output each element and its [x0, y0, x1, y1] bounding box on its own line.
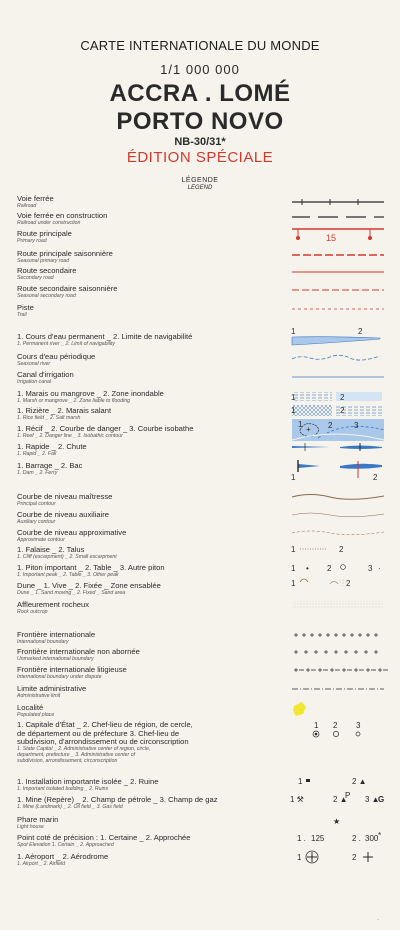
svg-text:1 .: 1 .	[297, 834, 306, 843]
marsh-symbol	[291, 392, 382, 402]
boundary-cross	[334, 633, 338, 637]
legend-item-mine: 1. Mine (Repère) _ 2. Champ de pétrole _ 3. Champ de gaz 1. Mine (Landmark) _ 2. Oil field _ 3. Gas field	[17, 795, 218, 810]
svg-text:3: 3	[368, 564, 373, 573]
legend-item-seasonal-river: Cours d'eau périodique Seasonal river	[17, 352, 96, 367]
svg-text:3 ▲: 3 ▲	[365, 795, 380, 804]
dune-symbol	[291, 578, 351, 588]
legend-item-international-boundary: Frontière internationale International boundary	[17, 630, 96, 645]
auxiliary-contour-symbol	[292, 513, 384, 517]
cliff-symbol	[291, 545, 344, 554]
approximate-contour-symbol	[292, 531, 384, 535]
boundary-cross	[344, 650, 348, 654]
legend-title-en: LEGEND	[187, 185, 213, 191]
map-scale: 1/1 000 000	[160, 62, 240, 77]
legend-item-airport: 1. Aéroport _ 2. Aérodrome 1. Airport _ 2. Airfield	[17, 852, 109, 867]
rapid-symbol	[292, 443, 382, 451]
legend-item-rice-field: 1. Rizière _ 2. Marais salant 1. Rice field _ 2. Salt marsh	[17, 406, 112, 421]
boundary-cross	[330, 668, 334, 672]
boundary-cross	[374, 650, 378, 654]
principal-contour-symbol	[292, 495, 384, 500]
svg-text:1: 1	[291, 473, 296, 482]
reef-symbol	[292, 419, 384, 441]
lighthouse-symbol: ★	[333, 817, 341, 826]
legend-item-cliff: 1. Falaise _ 2. Talus 1. Cliff (escarpment) _ 2. Small escarpment	[17, 545, 117, 560]
boundary-cross	[306, 668, 310, 672]
svg-text:1: 1	[298, 777, 303, 786]
boundary-cross	[334, 650, 338, 654]
svg-text:2: 2	[340, 406, 345, 415]
svg-text:1: 1	[297, 853, 302, 862]
boundary-cross	[378, 668, 382, 672]
svg-text:2: 2	[340, 393, 345, 402]
svg-text:*: *	[378, 831, 382, 840]
legend-item-auxiliary-contour: Courbe de niveau auxiliaire Auxiliary contour	[17, 510, 110, 525]
legend-item-marsh: 1. Marais ou mangrove _ 2. Zone inondable 1. Marsh or mangrove _ 2. Zone liable to flooding	[17, 389, 164, 404]
oil-field-letter: P	[345, 791, 351, 800]
road-number: 15	[326, 233, 337, 243]
legend-item-permanent-river: 1. Cours d'eau permanent _ 2. Limite de navigabilité 1. Permanent river _ 2. Limit of navigability	[17, 332, 193, 347]
airport-symbol	[297, 851, 373, 863]
page-dot: ·	[377, 917, 379, 923]
legend-item-dam: 1. Barrage _ 2. Bac 1. Dam _ 2. Ferry	[17, 461, 83, 476]
legend-item-railroad-construction: Voie ferrée en construction Railroad under construction	[17, 211, 108, 226]
legend-item-railroad: Voie ferrée Railroad	[17, 194, 54, 209]
boundary-cross	[294, 668, 298, 672]
railroad-symbol	[292, 199, 384, 205]
svg-text:·: ·	[378, 564, 381, 573]
spot-elevation-certain: 125	[311, 834, 325, 843]
boundary-cross	[354, 668, 358, 672]
svg-text:1 ⚒: 1 ⚒	[290, 795, 304, 804]
svg-text:2: 2	[358, 327, 363, 336]
svg-text:3: 3	[354, 421, 359, 430]
edition-label: ÉDITION SPÉCIALE	[126, 149, 274, 166]
boundary-cross	[350, 633, 354, 637]
legend-item-rock-outcrop: Affleurement rocheux Rock outcrop	[17, 600, 90, 615]
svg-text:1: 1	[298, 420, 303, 429]
svg-text:2 ▲: 2 ▲	[352, 777, 367, 786]
svg-text:2: 2	[373, 473, 378, 482]
seasonal-river-symbol	[292, 355, 380, 360]
isolated-building-symbol	[298, 777, 367, 786]
boundary-cross	[302, 633, 306, 637]
legend-item-primary-road: Route principale Primary road	[17, 229, 72, 244]
boundary-cross	[294, 633, 298, 637]
legend-item-trail: Piste Trail	[17, 303, 34, 318]
boundary-cross	[366, 668, 370, 672]
svg-text:1: 1	[291, 327, 296, 336]
rice-field-symbol	[291, 405, 382, 416]
peak-symbol	[291, 564, 381, 573]
international-boundary-symbol	[294, 633, 378, 637]
rock-outcrop-symbol	[292, 601, 384, 609]
spot-elevation-approx: 300	[365, 834, 379, 843]
legend-item-disputed-boundary: Frontière internationale litigieuse International boundary under dispute	[17, 665, 127, 680]
boundary-cross	[374, 633, 378, 637]
sheet-code: NB-30/31*	[174, 136, 226, 148]
legend-item-reef: 1. Récif _ 2. Courbe de danger _ 3. Courbe isobathe 1. Reef _ 2. Danger line _ 3. Isobathic contour	[17, 424, 194, 439]
svg-text:1: 1	[314, 721, 319, 730]
legend-item-rapid: 1. Rapide _ 2. Chute 1. Rapid _ 2. Fall	[17, 442, 87, 457]
legend-item-approximate-contour: Courbe de niveau approximative Approximate contour	[17, 528, 127, 543]
legend-item-peak: 1. Piton important _ 2. Table _ 3. Autre piton 1. Important peak _ 2. Table _ 3. Other peak	[17, 563, 165, 578]
legend-item-dune: Dune _ 1. Vive _ 2. Fixée _ Zone ensablée Dune _ 1. Sand moving _ 2. Fixed _ Sand area	[17, 581, 161, 596]
spot-elevation-symbol	[297, 831, 381, 843]
boundary-cross	[294, 650, 298, 654]
locality-symbol	[293, 702, 306, 716]
boundary-cross	[304, 650, 308, 654]
sheet-name-line1: ACCRA . LOMÉ	[109, 80, 291, 107]
legend-item-capitals: 1. Capitale d'État _ 2. Chef-lieu de région, de cercle, de département ou de préfecture 3. Chef-lieu de subdivision, d'arrondissement ou de circonscription 1. State Capital _ 2. Administrative center of region, circle, department, prefecture _ 3. Administrative center of subdivision, arrondissement, circonscription	[17, 720, 193, 765]
boundary-cross	[364, 650, 368, 654]
legend-item-isolated-building: 1. Installation importante isolée _ 2. Ruine 1. Important isolated building _ 2. Ruins	[17, 777, 159, 792]
legend-item-secondary-road: Route secondaire Secondary road	[17, 266, 77, 281]
svg-text:1: 1	[291, 579, 296, 588]
disputed-boundary-symbol	[294, 668, 388, 672]
gas-field-letter: G	[378, 795, 385, 804]
svg-text:1: 1	[291, 564, 296, 573]
boundary-cross	[342, 668, 346, 672]
dam-symbol	[291, 460, 382, 482]
legend-item-seasonal-secondary-road: Route secondaire saisonnière Seasonal secondary road	[17, 284, 118, 299]
svg-text:3: 3	[356, 721, 361, 730]
svg-text:2: 2	[346, 579, 351, 588]
boundary-cross	[342, 633, 346, 637]
legend-item-administrative-limit: Limite administrative Administrative limit	[17, 684, 87, 699]
legend-item-lighthouse: Phare marin Light house	[17, 815, 59, 830]
primary-road-symbol	[292, 229, 384, 243]
boundary-cross	[358, 633, 362, 637]
svg-text:2 ▲: 2 ▲	[333, 795, 348, 804]
legend-title: LÉGENDE	[181, 177, 219, 184]
svg-text:1: 1	[291, 393, 296, 402]
boundary-cross	[314, 650, 318, 654]
boundary-cross	[318, 668, 322, 672]
svg-text:2: 2	[339, 545, 344, 554]
svg-text:+: +	[306, 425, 311, 434]
boundary-cross	[310, 633, 314, 637]
mine-symbol	[290, 791, 384, 804]
legend-item-seasonal-primary-road: Route principale saisonnière Seasonal primary road	[17, 249, 113, 264]
legend-item-spot-elevation: Point coté de précision : 1. Certaine _ 2. Approchée Spot Elevation 1. Certain _ 2. Approached	[17, 833, 191, 848]
legend-item-unmarked-boundary: Frontière internationale non abornée Unmarked international boundary	[17, 647, 140, 662]
boundary-cross	[324, 650, 328, 654]
svg-text:2 .: 2 .	[352, 834, 361, 843]
series-title: CARTE INTERNATIONALE DU MONDE	[80, 38, 320, 53]
boundary-cross	[326, 633, 330, 637]
legend-item-irrigation-canal: Canal d'irrigation Irrigation canal	[17, 370, 74, 385]
svg-text:2: 2	[327, 564, 332, 573]
legend-item-populated-place: Localité Populated place	[17, 703, 55, 718]
svg-text:2: 2	[352, 853, 357, 862]
permanent-river-symbol	[291, 327, 380, 345]
svg-text:1: 1	[291, 406, 296, 415]
boundary-cross	[366, 633, 370, 637]
legend-item-principal-contour: Courbe de niveau maîtresse Principal contour	[17, 492, 113, 507]
unmarked-boundary-symbol	[294, 650, 378, 654]
svg-text:2: 2	[328, 421, 333, 430]
sheet-name-line2: PORTO NOVO	[116, 108, 284, 135]
svg-text:2: 2	[333, 721, 338, 730]
capitals-symbol	[313, 721, 361, 737]
svg-text:•: •	[306, 564, 309, 573]
boundary-cross	[318, 633, 322, 637]
boundary-cross	[354, 650, 358, 654]
svg-text:1: 1	[291, 545, 296, 554]
